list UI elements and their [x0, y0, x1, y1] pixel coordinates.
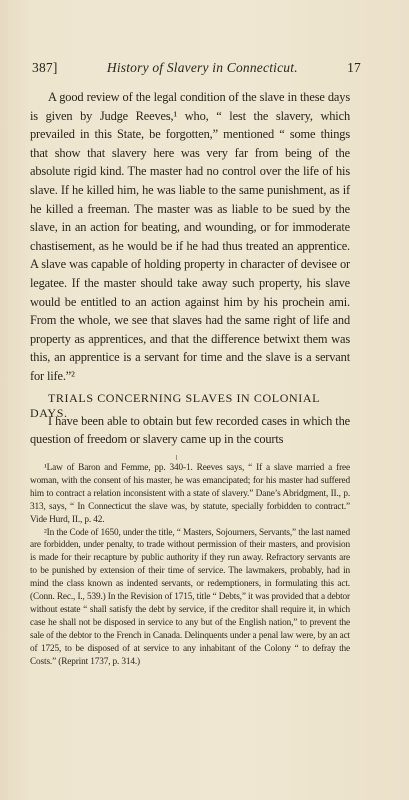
- footnotes: [30, 462, 350, 669]
- main-text: [30, 88, 350, 386]
- footnote-2: ²In the Code of 1650, under the title, “ Masters, Sojourners, Servants,” the last named are forbidden, under penalty, to trade without permission of their masters, and provision is made for their recapture by public authority if they run away. Refractory servants are to be punished by extension of their time of service. The lawmakers, probably, had in mind the class known as indented servants, or redemptioners, in formulating this act. (Conn. Rec., I., 539.) In the Revision of 1715, title “ Debts,” it was provided that a debtor without estate “ shall satisfy the debt by service, if the creditor shall require it, in which case he shall not be disposed in service to any but of the English nation,” to prevent the sale of the debtor to the French in Canada. Delinquents under a penal law were, by an act of 1725, to be disposed of at service to any inhabitant of the Colony “ to defray the Costs.” (Reprint 1737, p. 314.): [30, 527, 350, 667]
- running-head: [32, 60, 361, 80]
- page-number: 17: [347, 60, 361, 75]
- paragraph-1: A good review of the legal condition of the slave in these days is given by Judge Reeves,¹ who, “ lest the slavery, which prevailed in this State, be forgotten,” mentioned “ some things that show that slavery here was very far from being of the absolute rigid kind. The master had no control over the life of his slave. If he killed him, he was liable to the same punishment, as if he killed a freeman. The master was as liable to be sued by the slave, in an action for beating, and wounding, or for immoderate chastisement, as he would be if he had thus treated an apprentice. A slave was capable of holding property in character of devisee or legatee. If the master should take away such property, his slave would be entitled to an action against him by his prochein ami. From the whole, we see that slaves had the same right of life and property as apprentices, and that the difference betwixt them was this, an apprentice is a servant for time and the slave is a servant for life.”²: [30, 90, 350, 383]
- paragraph-2: I have been able to obtain but few recorded cases in which the question of freedom or slavery came up in the courts: [30, 414, 350, 447]
- running-title: History of Slavery in Connecticut.: [106, 60, 298, 75]
- footnote-1: ¹Law of Baron and Femme, pp. 340-1. Reeves says, “ If a slave married a free woman, with the consent of his master, he was emancipated; for his master had suffered him to contract a relation inconsistent with a state of slavery.” Dane’s Abridgment, II., p. 313, says, “ In Connecticut the slave was, by statute, specially forbidden to contract.” Vide Hurd, II., p. 42.: [30, 463, 350, 525]
- main-text-continued: [30, 412, 350, 449]
- page-code: 387]: [32, 60, 58, 75]
- footnote-divider: [176, 455, 177, 460]
- section-heading: TRIALS CONCERNING SLAVES IN COLONIAL DAYS.: [30, 391, 320, 420]
